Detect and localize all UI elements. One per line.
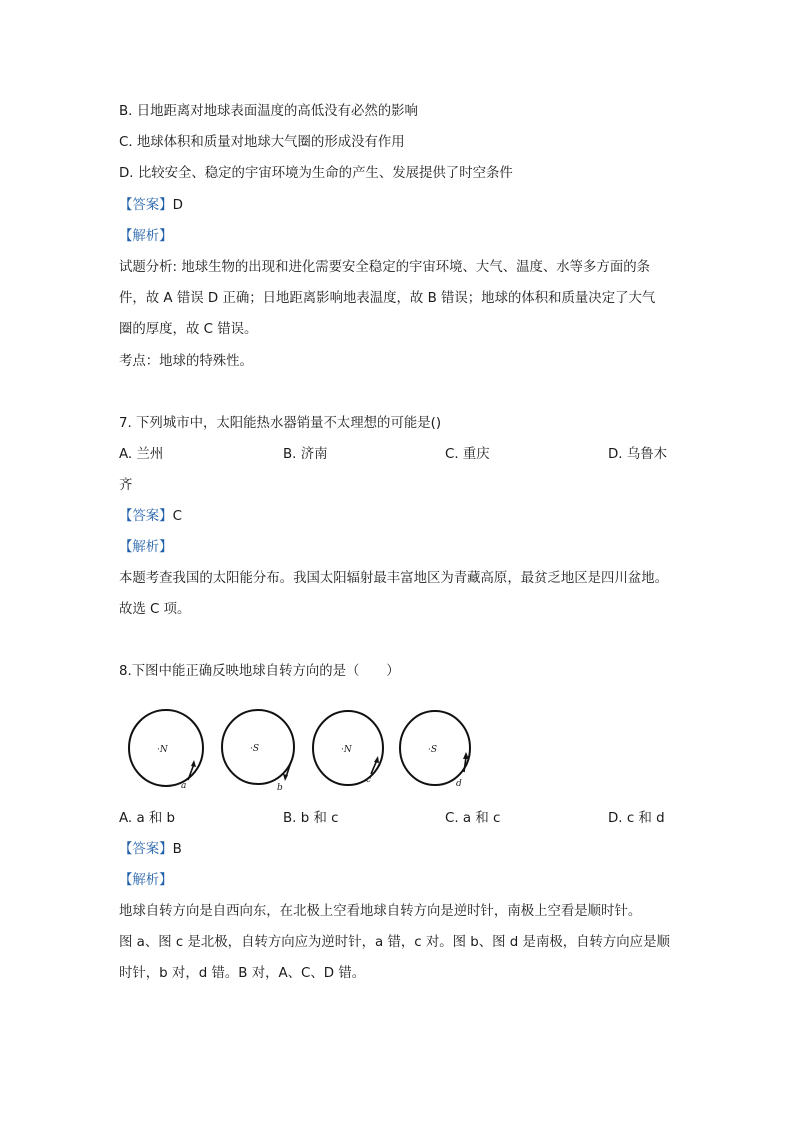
- arrow-label: d: [456, 779, 462, 789]
- q7-option-d: D. 乌鲁木: [608, 447, 667, 462]
- answer-value: C: [172, 509, 182, 524]
- rotation-diagram: [119, 702, 479, 802]
- q7-stem: 7. 下列城市中，太阳能热水器销量不太理想的可能是(): [119, 416, 442, 431]
- arrow-icon: [464, 757, 466, 772]
- q8-analysis-line: 图 a、图 c 是北极，自转方向应为逆时针，a 错，c 对。图 b、图 d 是南极，自转方向应是顺: [119, 935, 670, 950]
- circle-b: [222, 710, 294, 793]
- q8-option-b: B. b 和 c: [283, 811, 339, 826]
- answer-row: [119, 197, 183, 215]
- q7-option-c: C. 重庆: [445, 447, 490, 462]
- option-d: D. 比较安全、稳定的宇宙环境为生命的产生、发展提供了时空条件: [119, 166, 513, 181]
- arrow-head-icon: [283, 774, 288, 781]
- arrow-label: b: [277, 783, 283, 793]
- answer-tag: 【答案】: [119, 509, 173, 524]
- kaodian: 考点：地球的特殊性。: [119, 354, 253, 369]
- q8-option-d: D. c 和 d: [608, 811, 665, 826]
- arrow-label: a: [181, 781, 187, 791]
- q7-option-b: B. 济南: [283, 447, 328, 462]
- q8-option-a: A. a 和 b: [119, 811, 176, 826]
- arrow-label: c: [366, 775, 372, 785]
- q8-stem: 8.下图中能正确反映地球自转方向的是（ ）: [119, 664, 400, 679]
- rotation-figure: [119, 702, 479, 802]
- q8-answer-row: [119, 841, 182, 859]
- option-c: C. 地球体积和质量对地球大气圈的形成没有作用: [119, 135, 405, 150]
- pole-label: ·N: [157, 745, 168, 755]
- pole-label: ·S: [428, 745, 438, 755]
- arrow-head-icon: [374, 756, 379, 763]
- q7-option-a: A. 兰州: [119, 447, 164, 462]
- answer-value: B: [172, 842, 182, 857]
- analysis-tag: 【解析】: [119, 229, 173, 244]
- q8-analysis-line: 地球自转方向是自西向东，在北极上空看地球自转方向是逆时针，南极上空看是顺时针。: [119, 904, 642, 919]
- circle-d: [400, 711, 470, 789]
- pole-label: ·N: [341, 745, 352, 755]
- analysis-line: 试题分析: 地球生物的出现和进化需要安全稳定的宇宙环境、大气、温度、水等多方面的条: [119, 260, 650, 275]
- q8-option-c: C. a 和 c: [445, 811, 501, 826]
- q7-analysis-line: 故选 C 项。: [119, 602, 191, 617]
- q7-analysis-line: 本题考查我国的太阳能分布。我国太阳辐射最丰富地区为青藏高原，最贫乏地区是四川盆地。: [119, 571, 669, 586]
- analysis-line: 圈的厚度，故 C 错误。: [119, 322, 258, 337]
- answer-tag: 【答案】: [119, 198, 173, 213]
- answer-value: D: [172, 198, 183, 213]
- q7-option-d-wrap: 齐: [119, 478, 133, 493]
- q7-analysis-tag: 【解析】: [119, 540, 173, 555]
- q7-answer-row: [119, 508, 182, 526]
- circle-a: [129, 710, 203, 791]
- answer-tag: 【答案】: [119, 842, 173, 857]
- q8-analysis-tag: 【解析】: [119, 873, 173, 888]
- analysis-line: 件，故 A 错误 D 正确；日地距离影响地表温度，故 B 错误；地球的体积和质量决定了大气: [119, 291, 656, 306]
- q8-analysis-line: 时针，b 对，d 错。B 对，A、C、D 错。: [119, 966, 366, 981]
- arrow-head-icon: [191, 760, 196, 767]
- circle-c: [313, 711, 383, 785]
- option-b: B. 日地距离对地球表面温度的高低没有必然的影响: [119, 104, 418, 119]
- arrow-head-icon: [463, 752, 469, 759]
- pole-label: ·S: [250, 744, 260, 754]
